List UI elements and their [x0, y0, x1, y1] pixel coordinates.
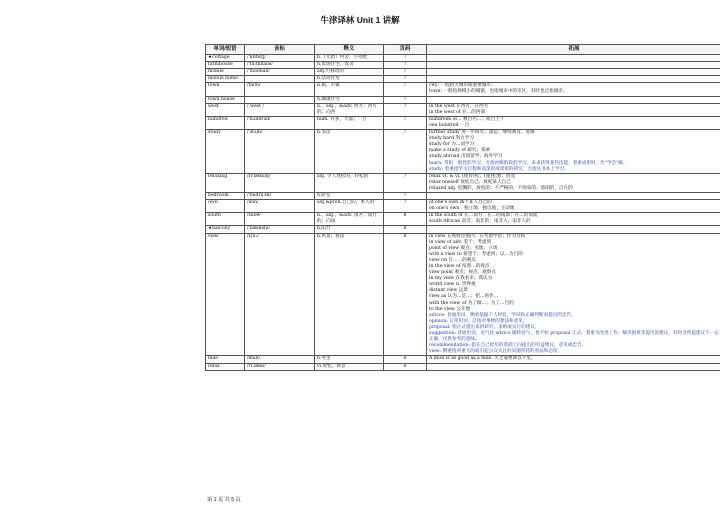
- extension-line: in the view of 按照…的观点: [429, 264, 490, 269]
- page-cell: 7: [384, 116, 427, 129]
- page-cell: 8: [384, 363, 427, 370]
- extension-cell: [427, 103, 720, 116]
- meaning-cell: n.书房: [315, 130, 384, 174]
- word-cell: bedroom: [206, 192, 245, 199]
- extension-line: study abroad 出国留学；海外学习: [429, 154, 503, 160]
- table-row: [206, 55, 720, 62]
- page-cell: 7: [384, 83, 427, 96]
- word-cell: farmhouse: [206, 62, 245, 69]
- page-cell: 7: [384, 173, 427, 192]
- phonetic-cell: /'fɑ:mhaʊs/: [245, 62, 315, 69]
- table-body: [206, 55, 720, 371]
- meaning-cell: n.镇，市镇: [315, 83, 384, 96]
- table-row: [206, 116, 720, 129]
- extension-cell: [427, 173, 720, 192]
- extension-line: make a study of 研究；探索: [429, 148, 491, 154]
- page-cell: 7: [384, 62, 427, 69]
- page-cell: 7: [384, 192, 427, 199]
- word-cell: town: [206, 83, 245, 96]
- extension-cell: [427, 116, 720, 129]
- phonetic-cell: /'kɒtɪdʒ/: [245, 55, 315, 62]
- phonetic-cell: [245, 96, 315, 103]
- word-cell: town house: [206, 96, 245, 103]
- meaning-cell: n.农场住宅，农舍: [315, 62, 384, 69]
- phonetic-cell: /'hʌndrəd/: [245, 116, 315, 129]
- word-cell: mobile home: [206, 76, 245, 83]
- extension-cell: [427, 62, 720, 69]
- phonetic-cell: /'məʊbaɪl/: [245, 69, 315, 76]
- phonetic-cell: / west /: [245, 103, 315, 116]
- table-row: [206, 213, 720, 226]
- word-cell: relaxing: [206, 173, 245, 192]
- phonetic-cell: /'bælkəni/: [245, 226, 315, 233]
- table-row: [206, 363, 720, 370]
- extension-line: view on 在……的观点: [429, 257, 476, 263]
- extension-line: view: 侧重指对重大的或引起公众关注的问题所持的看法和态度。: [429, 349, 563, 355]
- word-cell: west: [206, 103, 245, 116]
- phonetic-cell: /maɪl/: [245, 356, 315, 363]
- page-cell: 8: [384, 226, 427, 233]
- header-extension: 拓展: [427, 45, 720, 55]
- word-cell: mile: [206, 356, 245, 363]
- extension-line: south African 南非；南非的；南非人；南非人的: [429, 219, 531, 225]
- extension-line: in the west of 在…的西部: [429, 109, 486, 115]
- table-row: [206, 130, 720, 174]
- extension-line: distant view 远景: [429, 288, 468, 294]
- extension-line: of one's own 属于某人自己的: [429, 200, 492, 206]
- extension-line: proposal: 指正式提出来供研究、采纳或实行的建议。: [429, 324, 540, 330]
- extension-line: relax oneself 放松自己；放松某人自己: [429, 179, 511, 185]
- page-cell: 8: [384, 213, 427, 226]
- page-cell: 7: [384, 96, 427, 103]
- page-cell: 7: [384, 76, 427, 83]
- meaning-cell: adj.可移动的: [315, 69, 384, 76]
- extension-line: point of view 观点；见地；立场: [429, 245, 498, 251]
- extension-line: suggestion: 普通用词，语气比 advice 婉转客气，也不如 proposal 正式，着重为改进工作、解决困难等提出的建议，有时含所提建议不一定正确，仅供参考的意味。: [429, 331, 719, 343]
- table-row: [206, 69, 720, 76]
- table-row: [206, 62, 720, 69]
- phonetic-cell: /əʊn/: [245, 200, 315, 213]
- word-cell: study: [206, 130, 245, 174]
- extension-line: view point 观点；视点，观察点: [429, 270, 496, 276]
- extension-cell: [427, 55, 720, 62]
- page-cell: 7: [384, 69, 427, 76]
- extension-line: with a view to 希望于；考虑到；以…为目的: [429, 251, 523, 257]
- phonetic-cell: /'stʌdi/: [245, 130, 315, 174]
- page-cell: 7: [384, 200, 427, 213]
- extension-line: learn: 常指一般性的学习，尤指初级阶段的学习，来求获得某些技能；着重成果时，作"学会"解。: [429, 160, 628, 166]
- extension-line: one hundred 一百: [429, 122, 470, 128]
- table-row: [206, 96, 720, 103]
- meaning-cell: num. 许多，大量；一百: [315, 116, 384, 129]
- extension-cell: [427, 130, 720, 174]
- extension-line: A miss is as good as a mile. 失之毫厘谬以千里。: [429, 356, 536, 362]
- table-row: [206, 200, 720, 213]
- extension-line: further study 进一步研究；深造；继续教育，进修: [429, 130, 535, 136]
- meaning-cell: n.城镇住宅: [315, 96, 384, 103]
- extension-line: in the west 在西方，在西方: [429, 103, 489, 109]
- extension-cell: [427, 226, 720, 233]
- header-meaning: 释义: [315, 45, 384, 55]
- word-cell: hundred: [206, 116, 245, 129]
- phonetic-cell: [245, 76, 315, 83]
- phonetic-cell: /'bedru:m/: [245, 192, 315, 199]
- table-row: [206, 76, 720, 83]
- extension-line: with the view of 为了做…；为了…目的: [429, 300, 514, 306]
- extension-line: on one's own 独立地；独自地；主动地: [429, 206, 515, 212]
- extension-line: study for 为…而学习: [429, 142, 475, 148]
- extension-line: relaxed adj. 松懈的，放松的；不严格的，不拘束的；悠闲的，自在的: [429, 185, 573, 191]
- extension-cell: [427, 363, 720, 370]
- extension-line: advice: 普通用词，侧重依据个人经验、学识和正确判断而提出的忠告。: [429, 312, 576, 318]
- extension-line: world view n. 世界观: [429, 282, 476, 288]
- extension-cell: [427, 213, 720, 226]
- extension-line: relax vt. & vi. (使)轻松；(使)松弛；放宽: [429, 173, 516, 179]
- phonetic-cell: /taʊn/: [245, 83, 315, 96]
- meaning-cell: n.卧室: [315, 192, 384, 199]
- extension-line: view as 认为…是…；把…看作…: [429, 294, 499, 300]
- extension-line: in view of adv. 鉴于；考虑到: [429, 239, 492, 245]
- word-cell: relax: [206, 363, 245, 370]
- page-footer: 第 1 页 共 5 页: [207, 497, 241, 503]
- table-row: [206, 226, 720, 233]
- phonetic-cell: /rɪ'læks/: [245, 363, 315, 370]
- phonetic-cell: /saʊθ/: [245, 213, 315, 226]
- page-title: 牛津译林 Unit 1 讲解: [320, 15, 400, 25]
- extension-cell: [427, 83, 720, 96]
- table-row: [206, 356, 720, 363]
- extension-line: recommendation: 指在自己经历的基础上向提出的有益建议，意见或忠告。: [429, 343, 587, 349]
- extension-cell: [427, 192, 720, 199]
- word-cell: mobile: [206, 69, 245, 76]
- table-row: [206, 192, 720, 199]
- header-phonetic: 音标: [245, 45, 315, 55]
- word-cell: own: [206, 200, 245, 213]
- meaning-cell: adj.&pron.自己的，本人的: [315, 200, 384, 213]
- header-word: 单词/短语: [206, 45, 245, 55]
- word-cell: south: [206, 213, 245, 226]
- page-cell: 7: [384, 103, 427, 116]
- word-cell: ★balcony: [206, 226, 245, 233]
- page-cell: 8: [384, 356, 427, 363]
- page-cell: 7: [384, 55, 427, 62]
- table-header-row: [206, 45, 720, 55]
- page-cell: 8: [384, 233, 427, 356]
- extension-line: to the view 公开地: [429, 306, 471, 312]
- extension-line: city: 一般指大城市或重要城市；: [429, 83, 496, 89]
- meaning-cell: vi.放松，休息: [315, 363, 384, 370]
- phonetic-cell: /rɪ'læksɪŋ/: [245, 173, 315, 192]
- meaning-cell: adj. 令人放松的，轻松的: [315, 173, 384, 192]
- table-row: [206, 233, 720, 356]
- extension-cell: [427, 356, 720, 363]
- extension-line: study: 着重指学习过程和高深的或周密的研究，尤指从书本上学习。: [429, 166, 569, 172]
- extension-line: town: 一般指规模小的城镇，也指城市中的市区，有时也泛指城市。: [429, 89, 568, 95]
- table-row: [206, 83, 720, 96]
- phonetic-cell: /vju:/: [245, 233, 315, 356]
- table-row: [206, 173, 720, 192]
- word-cell: view: [206, 233, 245, 356]
- extension-cell: [427, 200, 720, 213]
- page-cell: 7: [384, 130, 427, 174]
- extension-cell: [427, 96, 720, 103]
- extension-line: in view 在视野范围内；在考虑中的；作为目标: [429, 233, 526, 239]
- meaning-cell: n.英里: [315, 356, 384, 363]
- meaning-cell: n.阳台: [315, 226, 384, 233]
- extension-line: opinion: 日常用词，泛指对事物的想法和意见。: [429, 318, 528, 324]
- meaning-cell: n.活动住房: [315, 76, 384, 83]
- extension-cell: [427, 69, 720, 76]
- table-row: [206, 103, 720, 116]
- meaning-cell: n.（尤指）村舍，小别墅: [315, 55, 384, 62]
- extension-line: in the south of 在…南方，在…的南部；在…的南面: [429, 213, 538, 219]
- meaning-cell: n.，adj.，&adv. 西方；西方的；向西: [315, 103, 384, 116]
- header-page: 页码: [384, 45, 427, 55]
- extension-line: hundreds of… 数百名…；成百上千: [429, 116, 505, 122]
- meaning-cell: n.，adj.，&adv. 南方；南方的；向南: [315, 213, 384, 226]
- extension-line: study hard 努力学习: [429, 136, 474, 142]
- extension-cell: [427, 76, 720, 83]
- word-cell: ★cottage: [206, 55, 245, 62]
- meaning-cell: n.风景；看法: [315, 233, 384, 356]
- extension-cell: [427, 233, 720, 356]
- vocab-table: [205, 44, 720, 371]
- extension-line: in my view 在我看来；我认为: [429, 276, 493, 282]
